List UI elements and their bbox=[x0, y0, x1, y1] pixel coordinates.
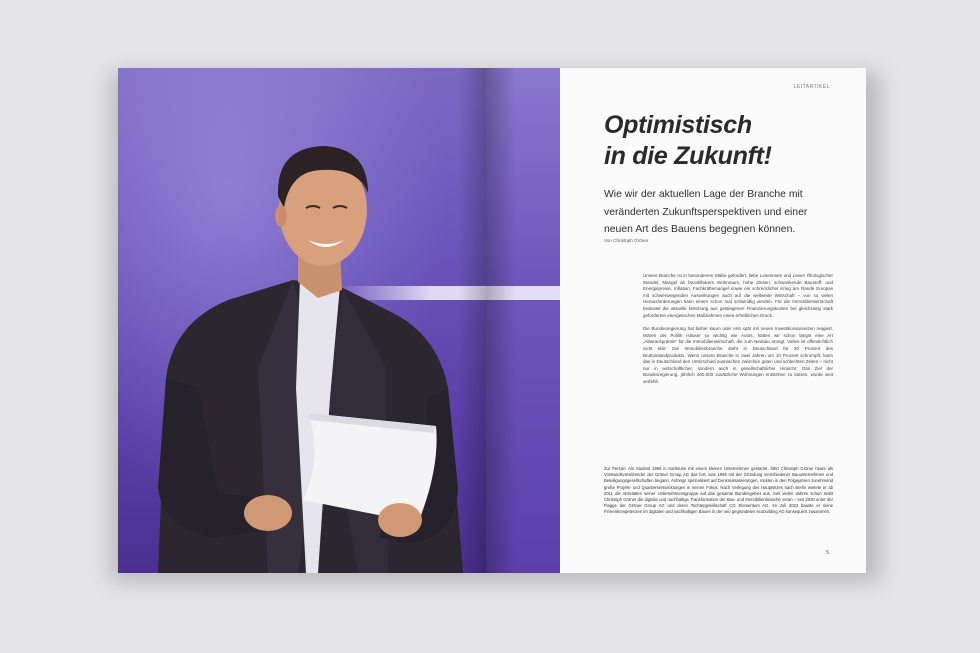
headline bbox=[604, 110, 844, 172]
body-column bbox=[643, 273, 833, 393]
left-spine-shadow bbox=[458, 68, 486, 573]
speaker-photo bbox=[118, 68, 486, 573]
lead-text bbox=[604, 186, 814, 239]
right-spine-shadow bbox=[486, 68, 516, 573]
photo-page bbox=[118, 68, 486, 573]
page-number: 5 bbox=[826, 550, 829, 556]
article-page bbox=[486, 68, 866, 573]
author-bio: Zur Person: Als Student 1989 in Karlsruhe mit einem kleinen Unternehmen gestartet, führt Christoph Gröner heute als Vorstandsvorsitzender der Gröner Group AG das fort, was 1995 mit der Gründung verschiedener Bauunternehmen und Beteiligungsgesellschaften begann. Anfangs spezialisiert auf Denkmalsanierungen, rückten in den Folgejahren zunehmend große Projekt- und Quartiersentwicklungen in seinen Fokus. Nach Verlegung des Hauptsitzes nach Berlin weitete er ab 2011 die Aktivitäten seiner Unternehmensgruppe auf das gesamte Bundesgebiet aus. Seit vielen Jahren schon treibt Christoph Gröner die digitale und nachhaltige Transformation der Bau- und Immobilienbranche voran – seit 2020 unter der Flagge der Gröner Group AG und deren Tochtergesellschaft CG Elementum AG. Im Juli 2023 bauste er seine Firmenkompetenzen im digitalen und nachhaltigen Bauen in der neu gegründeten ecobuilding AG konsequent zusammen. bbox=[604, 466, 833, 515]
byline: Von Christoph Gröner bbox=[604, 238, 649, 243]
section-label: LEITARTIKEL bbox=[793, 84, 830, 90]
headline-line-1: Optimistisch bbox=[604, 111, 752, 139]
body-paragraph-1: Unsere Branche ist in besonderem Maße gefordert, liebe Leserinnen und Leser! Ökologischer Wandel, Mangel an bezahlbarem Wohnraum, hohe Zinsen, schwankende Baustoff- und Energiepreise, Inflation, Fachkräftemangel sowie ein schrecklicher Krieg am Rande Europas mit schwerwiegenden Auswirkungen auch auf die weltweite Wirtschaft – von so vielen Herausforderungen kann einem schon mal schwindlig werden. Für die Immobilienwirtschaft bedeutet die aktuelle Mischung aus gestiegenen Finanzierungskosten bei gleichzeitig stark geforderten energetischen Maßnahmen einen erheblichen Druck. bbox=[643, 273, 833, 318]
body-paragraph-2: Die Bundesregierung hat bisher kaum oder erst spät mit neuen Investitionsanreizen reagiert. Wären der Politik Häuser so wichtig wie Autos, hätten wir schon längst eine Art „Abwrackprämie“ für die Immobilienwirtschaft, die zum Neubau anregt. Vielen ist offensichtlich nicht klar: Die Immobilienbranche steht in Deutschland für 20 Prozent des Bruttoinlandprodukts. Wenn unsere Branche in zwei Jahren um 10 Prozent schrumpft, kann das in Deutschland den Unterschied ausmachen zwischen guten und schlechten Zeiten – nicht nur in wirtschaftlicher, sondern auch in gesellschaftlicher Hinsicht. Das Ziel der Bundesregierung, jährlich 400.000 zusätzliche Wohnungen entstehen zu lassen, wurde weit verfehlt. bbox=[643, 326, 833, 384]
lead-line-1: Wie wir der aktuellen Lage der Branche mit bbox=[604, 189, 803, 200]
lead-line-3: neuen Art des Bauens begegnen können. bbox=[604, 224, 796, 235]
headline-line-2: in die Zukunft! bbox=[604, 142, 772, 170]
lead-line-2: veränderten Zukunftsperspektiven und einer bbox=[604, 206, 808, 218]
